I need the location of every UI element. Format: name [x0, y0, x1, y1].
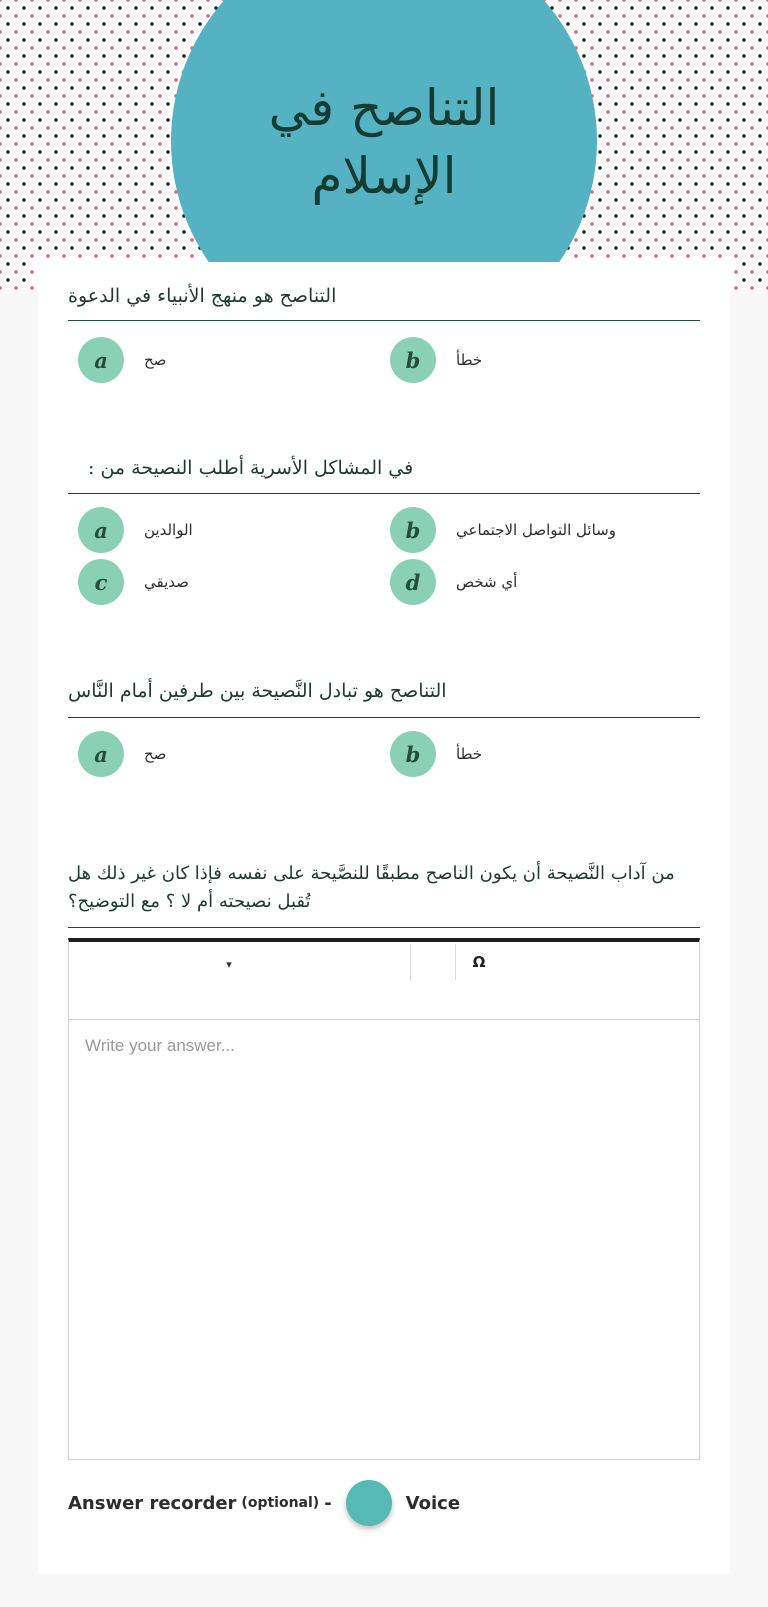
- recorder-optional: (optional): [241, 1495, 320, 1511]
- page-title: [200, 74, 568, 210]
- q2-option-d-letter[interactable]: d: [390, 559, 436, 605]
- q2-option-b-label: وسائل التواصل الاجتماعي: [456, 521, 616, 539]
- q3-option-a-label: صح: [144, 745, 167, 763]
- q1-option-a-letter[interactable]: a: [78, 337, 124, 383]
- answer-input[interactable]: [69, 1020, 699, 1456]
- quiz-card: [38, 262, 730, 1574]
- page-title-line2: الإسلام: [311, 147, 457, 205]
- question-2-text: في المشاكل الأسرية أطلب النصيحة من :: [88, 457, 414, 479]
- q1-option-b-label: خطأ: [456, 351, 483, 369]
- q3-option-b[interactable]: [390, 731, 482, 777]
- q2-option-c-label: صديقي: [144, 573, 189, 591]
- record-voice-button[interactable]: [346, 1480, 392, 1526]
- q2-option-c-letter[interactable]: c: [78, 559, 124, 605]
- q3-option-b-label: خطأ: [456, 745, 483, 763]
- question-1-text: التناصح هو منهج الأنبياء في الدعوة: [68, 285, 337, 307]
- q2-option-b[interactable]: [390, 507, 616, 553]
- question-3-text: التناصح هو تبادل النَّصيحة بين طرفين أمام النَّاس: [68, 680, 447, 702]
- question-4-line1: من آداب النَّصيحة أن يكون الناصح مطبقًا للنصَّيحة على نفسه فإذا كان غير ذلك هل: [68, 863, 675, 884]
- q1-option-b[interactable]: [390, 337, 482, 383]
- q2-option-c[interactable]: [78, 559, 189, 605]
- page-title-line1: التناصح في: [268, 79, 500, 137]
- question-4-line2: تُقبل نصيحته أم لا ؟ مع التوضيح؟: [68, 891, 311, 912]
- q2-option-d-label: أي شخص: [456, 573, 518, 591]
- q1-option-b-letter[interactable]: b: [390, 337, 436, 383]
- q3-option-b-letter[interactable]: b: [390, 731, 436, 777]
- header-banner: [0, 0, 768, 290]
- q3-option-a-letter[interactable]: a: [78, 731, 124, 777]
- caret-down-icon[interactable]: ▾: [226, 958, 232, 971]
- question-3-divider: [68, 717, 700, 718]
- recorder-dash: -: [324, 1492, 332, 1514]
- q1-option-a-label: صح: [144, 351, 167, 369]
- q2-option-d[interactable]: [390, 559, 517, 605]
- recorder-label: Answer recorder: [68, 1492, 237, 1514]
- q2-option-b-letter[interactable]: b: [390, 507, 436, 553]
- question-4-divider: [68, 927, 700, 928]
- answer-recorder: [68, 1480, 460, 1526]
- q2-option-a-label: الوالدين: [144, 521, 193, 539]
- voice-label: Voice: [405, 1492, 461, 1514]
- special-character-button[interactable]: Ω: [472, 953, 486, 971]
- toolbar-separator: [410, 944, 411, 980]
- q1-option-a[interactable]: [78, 337, 166, 383]
- answer-editor: [68, 938, 700, 1460]
- toolbar-separator: [455, 944, 456, 980]
- editor-toolbar: [69, 942, 699, 1020]
- q3-option-a[interactable]: [78, 731, 166, 777]
- question-2-divider: [68, 493, 700, 494]
- q2-option-a[interactable]: [78, 507, 193, 553]
- question-4-text: [68, 860, 700, 916]
- question-1-divider: [68, 320, 700, 321]
- q2-option-a-letter[interactable]: a: [78, 507, 124, 553]
